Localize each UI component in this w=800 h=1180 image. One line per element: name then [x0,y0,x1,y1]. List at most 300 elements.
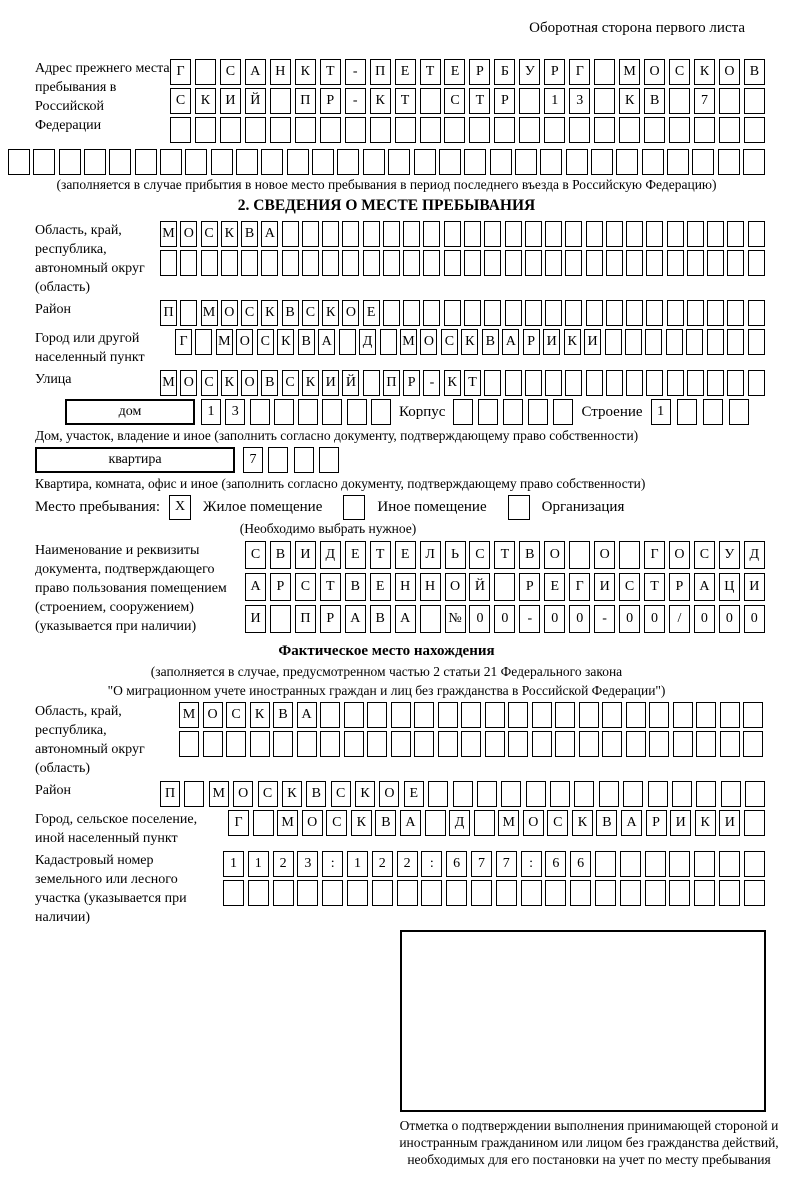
char-cell[interactable] [383,300,400,326]
char-cell[interactable]: 7 [243,447,263,473]
char-cell[interactable]: Л [420,541,441,569]
char-cell[interactable] [719,880,740,906]
char-cell[interactable]: О [236,329,253,355]
char-cell[interactable] [727,300,744,326]
char-cell[interactable]: 1 [544,88,565,114]
char-cell[interactable] [268,447,288,473]
char-cell[interactable]: 1 [248,851,269,877]
char-cell[interactable]: С [241,300,258,326]
char-cell[interactable] [59,149,81,175]
char-cell[interactable] [743,149,765,175]
char-cell[interactable]: С [226,702,246,728]
char-cell[interactable] [586,221,603,247]
char-cell[interactable]: С [170,88,191,114]
char-cell[interactable]: О [379,781,399,807]
char-cell[interactable] [372,880,393,906]
char-cell[interactable] [744,88,765,114]
char-cell[interactable]: А [245,59,266,85]
char-cell[interactable] [703,399,723,425]
char-cell[interactable] [444,250,461,276]
char-cell[interactable]: В [261,370,278,396]
char-cell[interactable] [444,300,461,326]
char-cell[interactable]: 0 [494,605,515,633]
char-cell[interactable] [521,880,542,906]
char-cell[interactable]: И [744,573,765,601]
char-cell[interactable]: 7 [471,851,492,877]
char-cell[interactable]: Т [395,88,416,114]
char-cell[interactable] [261,149,283,175]
char-cell[interactable]: К [277,329,294,355]
char-cell[interactable]: В [273,702,293,728]
char-cell[interactable] [555,731,575,757]
char-cell[interactable]: Н [270,59,291,85]
char-cell[interactable]: П [383,370,400,396]
char-cell[interactable]: В [298,329,315,355]
char-cell[interactable] [707,250,724,276]
char-cell[interactable] [391,731,411,757]
char-cell[interactable] [719,117,740,143]
char-cell[interactable]: Е [404,781,424,807]
char-cell[interactable] [423,221,440,247]
char-cell[interactable] [594,88,615,114]
char-cell[interactable] [395,117,416,143]
char-cell[interactable]: М [160,221,177,247]
char-cell[interactable]: С [302,300,319,326]
char-cell[interactable] [673,702,693,728]
char-cell[interactable] [383,221,400,247]
char-cell[interactable] [322,399,342,425]
char-cell[interactable] [363,370,380,396]
char-cell[interactable] [744,117,765,143]
char-cell[interactable] [748,370,765,396]
char-cell[interactable] [555,702,575,728]
char-cell[interactable] [645,851,666,877]
char-cell[interactable] [744,851,765,877]
char-cell[interactable] [620,851,641,877]
char-cell[interactable] [718,149,740,175]
char-cell[interactable]: К [694,59,715,85]
char-cell[interactable]: С [669,59,690,85]
char-cell[interactable] [428,781,448,807]
char-cell[interactable] [250,731,270,757]
char-cell[interactable]: М [498,810,519,836]
char-cell[interactable] [532,702,552,728]
char-cell[interactable]: 6 [545,851,566,877]
char-cell[interactable] [261,250,278,276]
char-cell[interactable] [282,221,299,247]
char-cell[interactable]: 0 [569,605,590,633]
char-cell[interactable]: Т [644,573,665,601]
char-cell[interactable] [203,731,223,757]
char-cell[interactable] [667,370,684,396]
char-cell[interactable]: 1 [347,851,368,877]
char-cell[interactable]: Д [449,810,470,836]
char-cell[interactable]: О [719,59,740,85]
char-cell[interactable] [619,541,640,569]
char-cell[interactable]: О [342,300,359,326]
char-cell[interactable] [363,149,385,175]
char-cell[interactable] [337,149,359,175]
char-cell[interactable] [694,851,715,877]
char-cell[interactable] [226,731,246,757]
char-cell[interactable]: Т [320,59,341,85]
char-cell[interactable] [545,221,562,247]
char-cell[interactable] [565,370,582,396]
char-cell[interactable] [179,731,199,757]
char-cell[interactable]: О [420,329,437,355]
char-cell[interactable]: 6 [570,851,591,877]
char-cell[interactable]: К [370,88,391,114]
char-cell[interactable] [667,250,684,276]
char-cell[interactable] [494,117,515,143]
char-cell[interactable] [645,329,662,355]
char-cell[interactable]: М [216,329,233,355]
char-cell[interactable] [8,149,30,175]
char-cell[interactable] [420,117,441,143]
char-cell[interactable] [625,329,642,355]
char-cell[interactable] [667,221,684,247]
char-cell[interactable]: Т [464,370,481,396]
char-cell[interactable] [669,880,690,906]
char-cell[interactable]: С [257,329,274,355]
char-cell[interactable] [461,731,481,757]
char-cell[interactable] [525,370,542,396]
char-cell[interactable] [490,149,512,175]
char-cell[interactable] [553,399,573,425]
char-cell[interactable]: В [270,541,291,569]
char-cell[interactable] [649,731,669,757]
char-cell[interactable] [453,399,473,425]
char-cell[interactable] [540,149,562,175]
char-cell[interactable] [135,149,157,175]
char-cell[interactable] [720,731,740,757]
char-cell[interactable] [420,605,441,633]
char-cell[interactable] [484,221,501,247]
char-cell[interactable] [201,250,218,276]
char-cell[interactable]: С [469,541,490,569]
char-cell[interactable]: С [245,541,266,569]
char-cell[interactable]: С [201,370,218,396]
char-cell[interactable] [565,300,582,326]
char-cell[interactable] [319,447,339,473]
char-cell[interactable]: Р [523,329,540,355]
char-cell[interactable]: И [220,88,241,114]
char-cell[interactable] [403,250,420,276]
char-cell[interactable]: М [179,702,199,728]
char-cell[interactable] [245,117,266,143]
char-cell[interactable]: Т [370,541,391,569]
char-cell[interactable] [298,399,318,425]
char-cell[interactable]: К [302,370,319,396]
char-cell[interactable] [347,880,368,906]
char-cell[interactable] [464,300,481,326]
char-cell[interactable] [282,250,299,276]
char-cell[interactable]: : [322,851,343,877]
char-cell[interactable]: 1 [651,399,671,425]
char-cell[interactable]: 2 [372,851,393,877]
char-cell[interactable] [744,880,765,906]
apartment-box-label[interactable]: квартира [35,447,235,473]
char-cell[interactable]: К [355,781,375,807]
char-cell[interactable] [599,781,619,807]
char-cell[interactable] [505,250,522,276]
char-cell[interactable]: К [282,781,302,807]
char-cell[interactable] [273,880,294,906]
char-cell[interactable]: Т [494,541,515,569]
char-cell[interactable] [748,250,765,276]
char-cell[interactable] [423,250,440,276]
char-cell[interactable] [484,300,501,326]
char-cell[interactable] [606,300,623,326]
char-cell[interactable]: К [295,59,316,85]
char-cell[interactable] [485,702,505,728]
char-cell[interactable] [180,300,197,326]
char-cell[interactable] [342,221,359,247]
char-cell[interactable] [743,731,763,757]
char-cell[interactable] [687,300,704,326]
char-cell[interactable] [648,781,668,807]
char-cell[interactable] [342,250,359,276]
char-cell[interactable] [414,731,434,757]
stay-other-premises-checkbox[interactable] [343,495,365,520]
char-cell[interactable] [525,300,542,326]
char-cell[interactable]: Д [320,541,341,569]
char-cell[interactable] [586,300,603,326]
char-cell[interactable] [320,702,340,728]
char-cell[interactable]: Р [403,370,420,396]
char-cell[interactable] [438,731,458,757]
char-cell[interactable] [646,300,663,326]
char-cell[interactable]: О [669,541,690,569]
char-cell[interactable] [649,702,669,728]
char-cell[interactable]: К [444,370,461,396]
char-cell[interactable] [666,329,683,355]
char-cell[interactable]: М [201,300,218,326]
char-cell[interactable]: Р [646,810,667,836]
char-cell[interactable]: Р [320,605,341,633]
char-cell[interactable]: В [370,605,391,633]
char-cell[interactable] [595,880,616,906]
char-cell[interactable] [505,370,522,396]
char-cell[interactable] [297,731,317,757]
char-cell[interactable] [672,781,692,807]
char-cell[interactable]: К [322,300,339,326]
char-cell[interactable] [669,851,690,877]
char-cell[interactable]: О [644,59,665,85]
char-cell[interactable] [501,781,521,807]
char-cell[interactable]: И [295,541,316,569]
char-cell[interactable] [606,221,623,247]
char-cell[interactable]: О [523,810,544,836]
char-cell[interactable]: М [209,781,229,807]
char-cell[interactable]: Р [320,88,341,114]
char-cell[interactable]: А [694,573,715,601]
char-cell[interactable] [696,781,716,807]
char-cell[interactable] [646,221,663,247]
char-cell[interactable]: Р [669,573,690,601]
char-cell[interactable] [320,731,340,757]
char-cell[interactable]: И [719,810,740,836]
char-cell[interactable] [109,149,131,175]
char-cell[interactable] [519,88,540,114]
char-cell[interactable] [687,221,704,247]
char-cell[interactable] [367,731,387,757]
char-cell[interactable] [211,149,233,175]
char-cell[interactable]: Й [469,573,490,601]
char-cell[interactable]: Д [359,329,376,355]
char-cell[interactable] [707,300,724,326]
char-cell[interactable]: М [619,59,640,85]
char-cell[interactable]: О [594,541,615,569]
char-cell[interactable]: Д [744,541,765,569]
char-cell[interactable] [322,221,339,247]
char-cell[interactable] [253,810,274,836]
char-cell[interactable]: Г [170,59,191,85]
char-cell[interactable] [287,149,309,175]
char-cell[interactable]: А [297,702,317,728]
char-cell[interactable] [545,250,562,276]
char-cell[interactable]: Т [420,59,441,85]
char-cell[interactable]: А [345,605,366,633]
char-cell[interactable]: Т [469,88,490,114]
char-cell[interactable] [644,117,665,143]
char-cell[interactable] [646,370,663,396]
char-cell[interactable] [414,149,436,175]
char-cell[interactable]: С [220,59,241,85]
char-cell[interactable]: - [423,370,440,396]
char-cell[interactable] [391,702,411,728]
char-cell[interactable] [579,702,599,728]
char-cell[interactable]: Й [342,370,359,396]
char-cell[interactable]: Ь [445,541,466,569]
char-cell[interactable]: В [282,300,299,326]
char-cell[interactable]: Б [494,59,515,85]
char-cell[interactable] [464,221,481,247]
char-cell[interactable]: К [695,810,716,836]
char-cell[interactable]: И [594,573,615,601]
char-cell[interactable] [719,88,740,114]
char-cell[interactable]: Р [469,59,490,85]
char-cell[interactable] [295,117,316,143]
char-cell[interactable]: 0 [744,605,765,633]
char-cell[interactable]: О [302,810,323,836]
char-cell[interactable]: К [250,702,270,728]
char-cell[interactable] [160,250,177,276]
char-cell[interactable] [170,117,191,143]
char-cell[interactable]: О [180,221,197,247]
char-cell[interactable] [677,399,697,425]
char-cell[interactable] [464,149,486,175]
char-cell[interactable] [508,702,528,728]
char-cell[interactable] [673,731,693,757]
char-cell[interactable] [692,149,714,175]
char-cell[interactable]: 0 [719,605,740,633]
char-cell[interactable] [363,221,380,247]
char-cell[interactable] [729,399,749,425]
char-cell[interactable]: Е [544,573,565,601]
char-cell[interactable] [707,370,724,396]
char-cell[interactable] [485,731,505,757]
char-cell[interactable] [339,329,356,355]
char-cell[interactable]: 1 [223,851,244,877]
char-cell[interactable] [184,781,204,807]
char-cell[interactable] [743,702,763,728]
char-cell[interactable] [595,851,616,877]
char-cell[interactable]: 3 [225,399,245,425]
char-cell[interactable] [528,399,548,425]
char-cell[interactable] [748,329,765,355]
char-cell[interactable] [403,300,420,326]
char-cell[interactable] [515,149,537,175]
char-cell[interactable] [744,810,765,836]
char-cell[interactable]: А [400,810,421,836]
char-cell[interactable] [727,370,744,396]
char-cell[interactable]: - [594,605,615,633]
char-cell[interactable]: О [180,370,197,396]
char-cell[interactable] [687,250,704,276]
char-cell[interactable] [33,149,55,175]
char-cell[interactable] [444,221,461,247]
char-cell[interactable]: А [621,810,642,836]
char-cell[interactable] [469,117,490,143]
char-cell[interactable]: В [241,221,258,247]
char-cell[interactable] [626,731,646,757]
char-cell[interactable]: № [445,605,466,633]
char-cell[interactable] [421,880,442,906]
char-cell[interactable]: Г [228,810,249,836]
char-cell[interactable] [270,88,291,114]
char-cell[interactable] [505,300,522,326]
char-cell[interactable] [363,250,380,276]
char-cell[interactable] [414,702,434,728]
char-cell[interactable] [403,221,420,247]
char-cell[interactable]: С [547,810,568,836]
char-cell[interactable] [669,88,690,114]
char-cell[interactable] [748,221,765,247]
char-cell[interactable] [297,880,318,906]
char-cell[interactable]: П [160,300,177,326]
char-cell[interactable] [322,250,339,276]
char-cell[interactable] [748,300,765,326]
char-cell[interactable] [195,59,216,85]
char-cell[interactable] [302,250,319,276]
char-cell[interactable] [569,541,590,569]
char-cell[interactable]: К [351,810,372,836]
char-cell[interactable] [532,731,552,757]
char-cell[interactable] [727,250,744,276]
char-cell[interactable]: / [669,605,690,633]
char-cell[interactable] [223,880,244,906]
char-cell[interactable] [320,117,341,143]
stay-organization-checkbox[interactable] [508,495,530,520]
char-cell[interactable] [619,117,640,143]
char-cell[interactable]: 3 [297,851,318,877]
char-cell[interactable]: К [221,370,238,396]
char-cell[interactable]: В [644,88,665,114]
char-cell[interactable]: Е [345,541,366,569]
char-cell[interactable]: К [261,300,278,326]
char-cell[interactable]: И [322,370,339,396]
char-cell[interactable]: 0 [469,605,490,633]
char-cell[interactable]: Г [175,329,192,355]
char-cell[interactable]: Р [270,573,291,601]
char-cell[interactable]: А [261,221,278,247]
char-cell[interactable]: О [203,702,223,728]
char-cell[interactable]: 0 [619,605,640,633]
char-cell[interactable] [525,250,542,276]
char-cell[interactable] [566,149,588,175]
char-cell[interactable]: Н [395,573,416,601]
